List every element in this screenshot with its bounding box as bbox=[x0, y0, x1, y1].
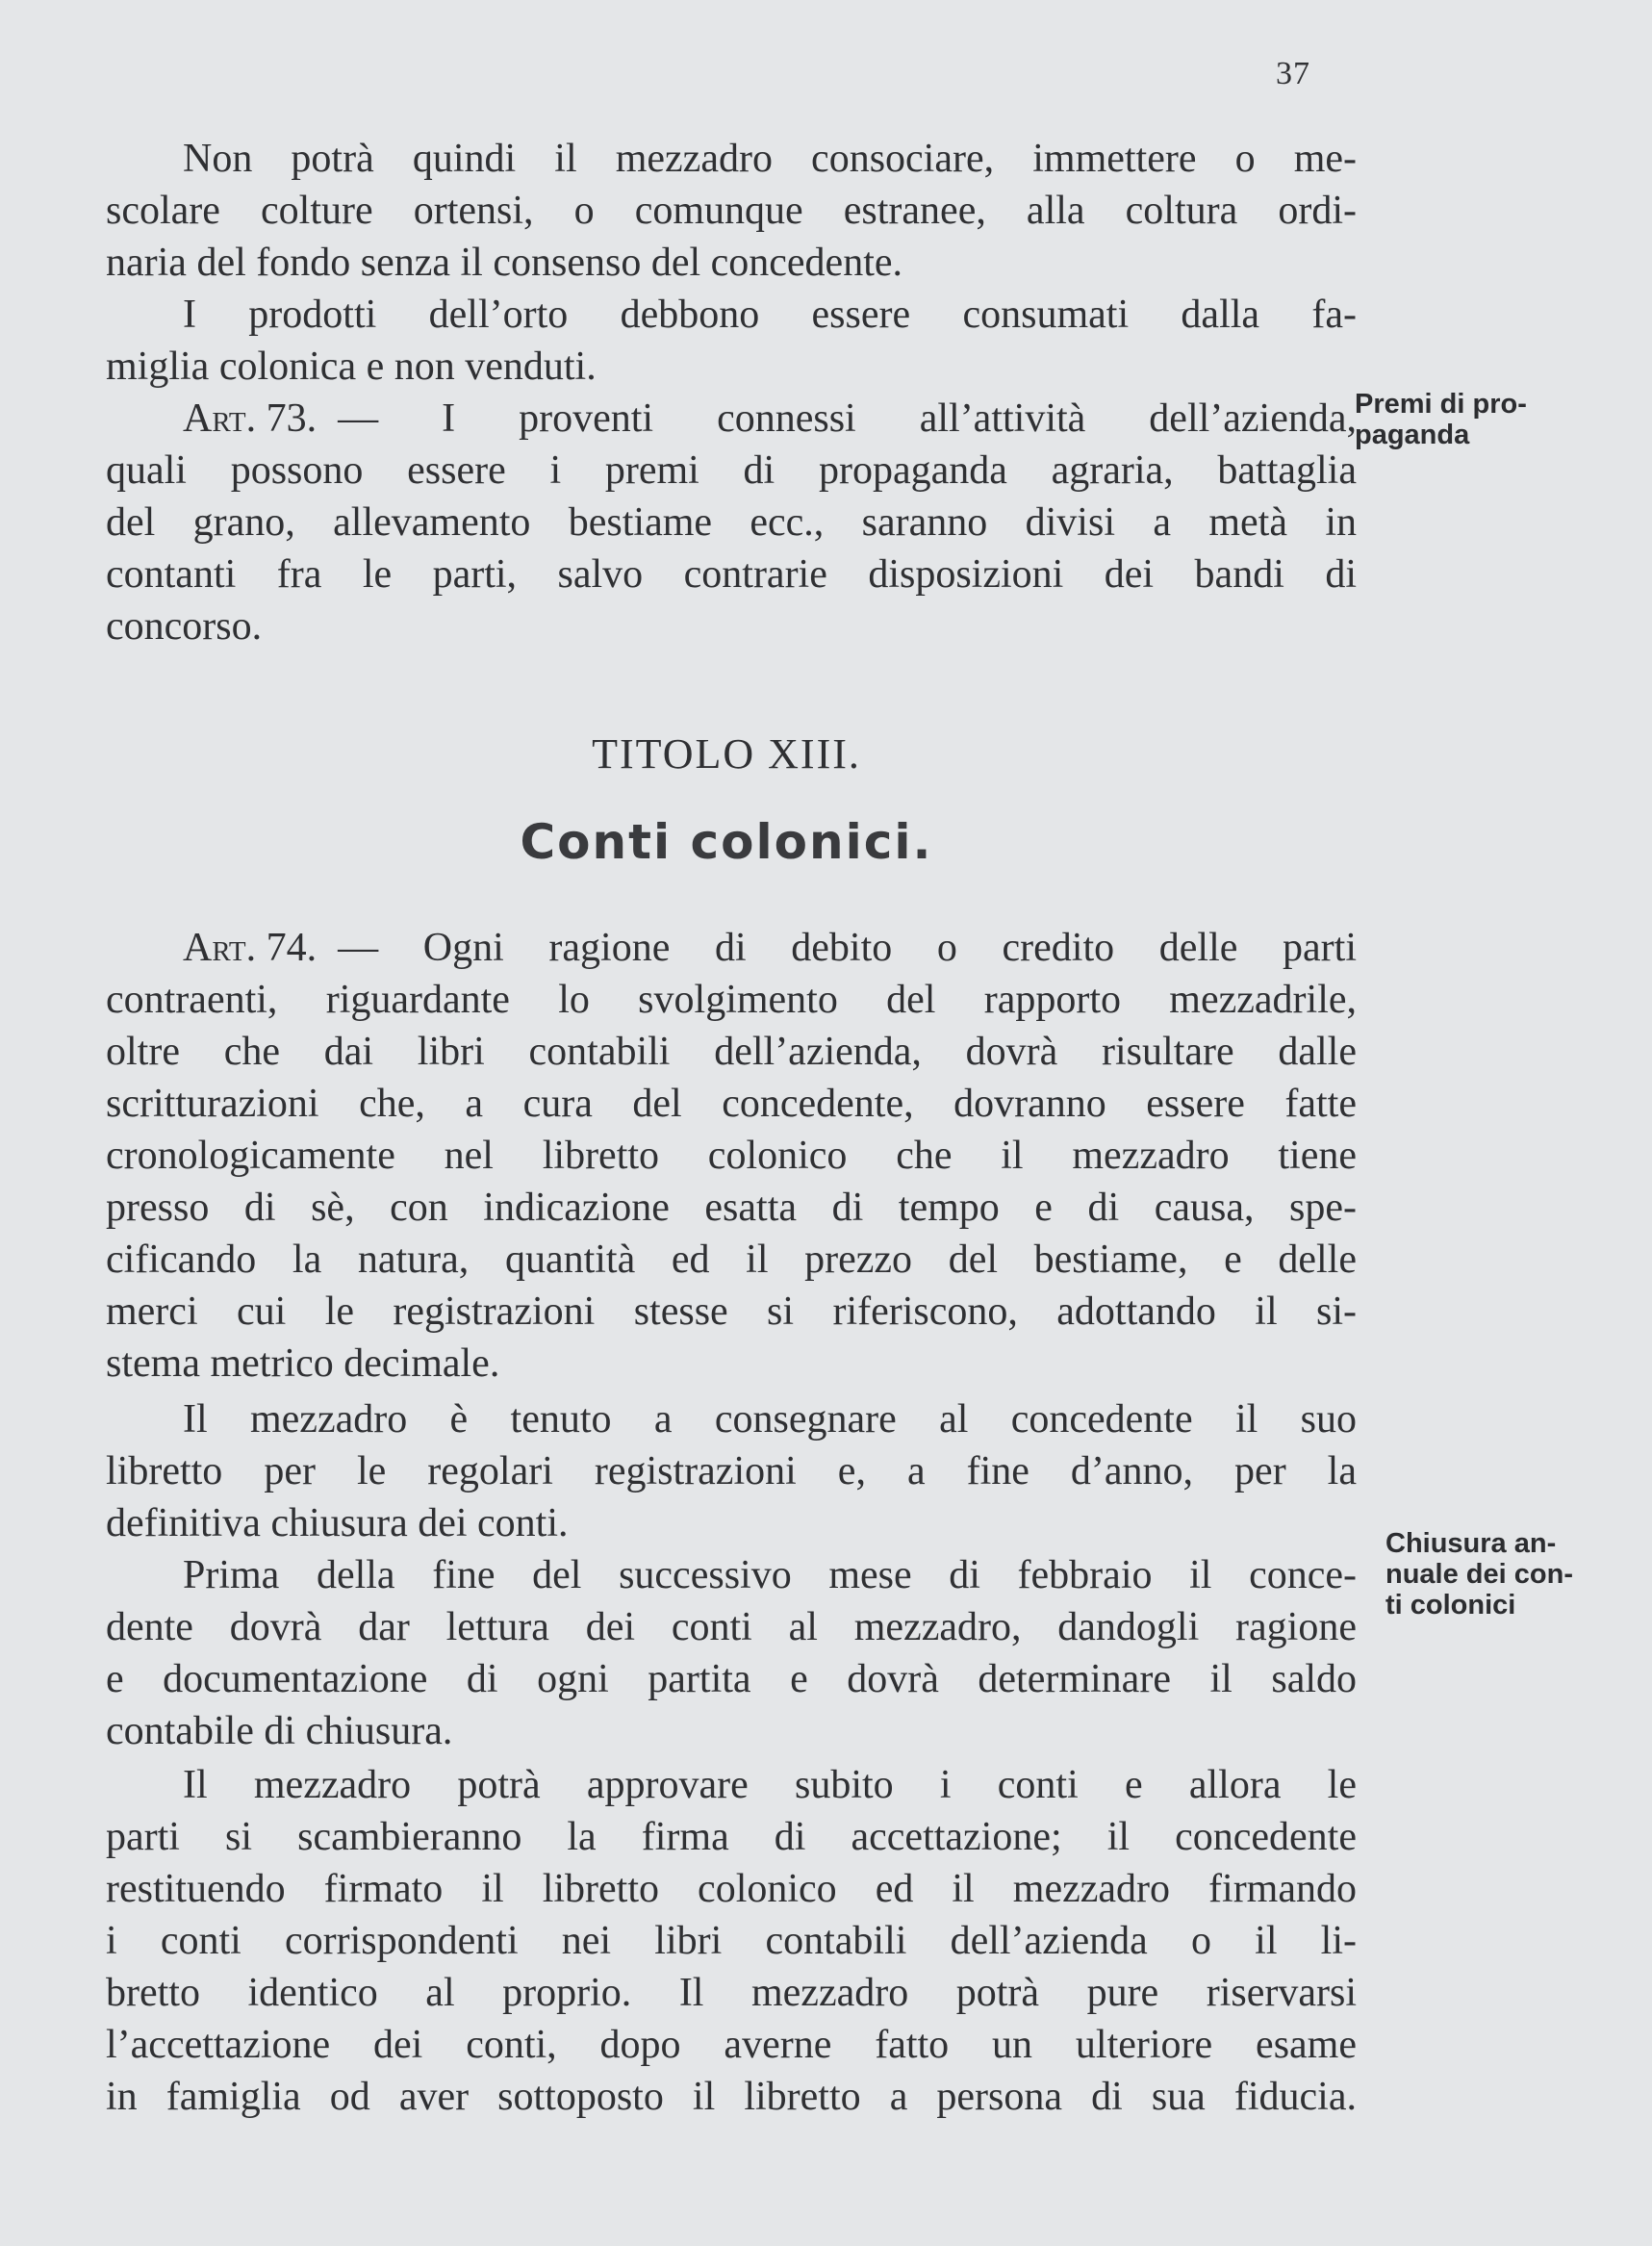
margin-note-line: ti colonici bbox=[1385, 1590, 1516, 1621]
section-heading: Conti colonici. bbox=[520, 814, 933, 870]
text-line: scritturazioni che, a cura del concedente, dovranno essere fatte bbox=[106, 1082, 1357, 1126]
text-line: cronologicamente nel libretto colonico che il mezzadro tiene bbox=[106, 1134, 1357, 1178]
text-line: libretto per le regolari registrazioni e, a fine d’anno, per la bbox=[106, 1449, 1357, 1493]
text-line: cificando la natura, quantità ed il prezzo del bestiame, e delle bbox=[106, 1238, 1357, 1282]
text-line: quali possono essere i premi di propaganda agraria, battaglia bbox=[106, 448, 1357, 493]
text-line: i conti corrispondenti nei libri contabili dell’azienda o il li- bbox=[106, 1919, 1357, 1963]
text-line: in famiglia od aver sottoposto il libretto a persona di sua fiducia. bbox=[106, 2075, 1357, 2119]
margin-note-line: Premi di pro- bbox=[1355, 389, 1527, 420]
text-line: contabile di chiusura. bbox=[106, 1709, 453, 1753]
text-line: contanti fra le parti, salvo contrarie disposizioni dei bandi di bbox=[106, 552, 1357, 597]
text-line: Prima della fine del successivo mese di febbraio il conce- bbox=[183, 1553, 1357, 1597]
text-line: — I proventi connessi all’attività dell’azienda, bbox=[338, 396, 1357, 441]
text-line: contraenti, riguardante lo svolgimento del rapporto mezzadrile, bbox=[106, 978, 1357, 1022]
text-line: I prodotti dell’orto debbono essere consumati dalla fa- bbox=[183, 293, 1357, 337]
text-line: merci cui le registrazioni stesse si riferiscono, adottando il si- bbox=[106, 1289, 1357, 1334]
article-label: Art. 73. bbox=[183, 396, 318, 441]
margin-note-line: paganda bbox=[1355, 420, 1470, 450]
text-line: concorso. bbox=[106, 604, 263, 649]
text-line: Il mezzadro potrà approvare subito i conti e allora le bbox=[183, 1763, 1357, 1807]
article-74-first-line bbox=[106, 924, 1357, 972]
article-label: Art. 74. bbox=[183, 926, 318, 970]
article-73-first-line bbox=[106, 395, 1357, 443]
text-line: presso di sè, con indicazione esatta di tempo e di causa, spe- bbox=[106, 1186, 1357, 1230]
text-line: l’accettazione dei conti, dopo averne fatto un ulteriore esame bbox=[106, 2023, 1357, 2067]
margin-note-premi bbox=[1355, 389, 1527, 450]
text-line: parti si scambieranno la firma di accettazione; il concedente bbox=[106, 1815, 1357, 1859]
text-line: scolare colture ortensi, o comunque estranee, alla coltura ordi- bbox=[106, 189, 1357, 233]
page-number: 37 bbox=[1276, 56, 1310, 91]
text-line: bretto identico al proprio. Il mezzadro potrà pure riservarsi bbox=[106, 1971, 1357, 2015]
text-line: del grano, allevamento bestiame ecc., saranno divisi a metà in bbox=[106, 500, 1357, 545]
margin-note-line: nuale dei con- bbox=[1385, 1559, 1573, 1590]
margin-note-chiusura bbox=[1385, 1528, 1573, 1621]
text-line: naria del fondo senza il consenso del concedente. bbox=[106, 241, 903, 285]
text-line: e documentazione di ogni partita e dovrà determinare il saldo bbox=[106, 1657, 1357, 1701]
margin-note-line: Chiusura an- bbox=[1385, 1528, 1557, 1559]
text-line: restituendo firmato il libretto colonico ed il mezzadro firmando bbox=[106, 1867, 1357, 1911]
text-line: stema metrico decimale. bbox=[106, 1341, 500, 1386]
text-line: miglia colonica e non venduti. bbox=[106, 345, 597, 389]
section-number: TITOLO XIII. bbox=[592, 730, 861, 778]
text-line: dente dovrà dar lettura dei conti al mezzadro, dandogli ragione bbox=[106, 1605, 1357, 1649]
text-line: — Ogni ragione di debito o credito delle parti bbox=[338, 926, 1357, 970]
text-line: Il mezzadro è tenuto a consegnare al concedente il suo bbox=[183, 1397, 1357, 1442]
text-line: Non potrà quindi il mezzadro consociare, immettere o me- bbox=[183, 137, 1357, 181]
text-line: definitiva chiusura dei conti. bbox=[106, 1501, 569, 1545]
text-line: oltre che dai libri contabili dell’azienda, dovrà risultare dalle bbox=[106, 1030, 1357, 1074]
